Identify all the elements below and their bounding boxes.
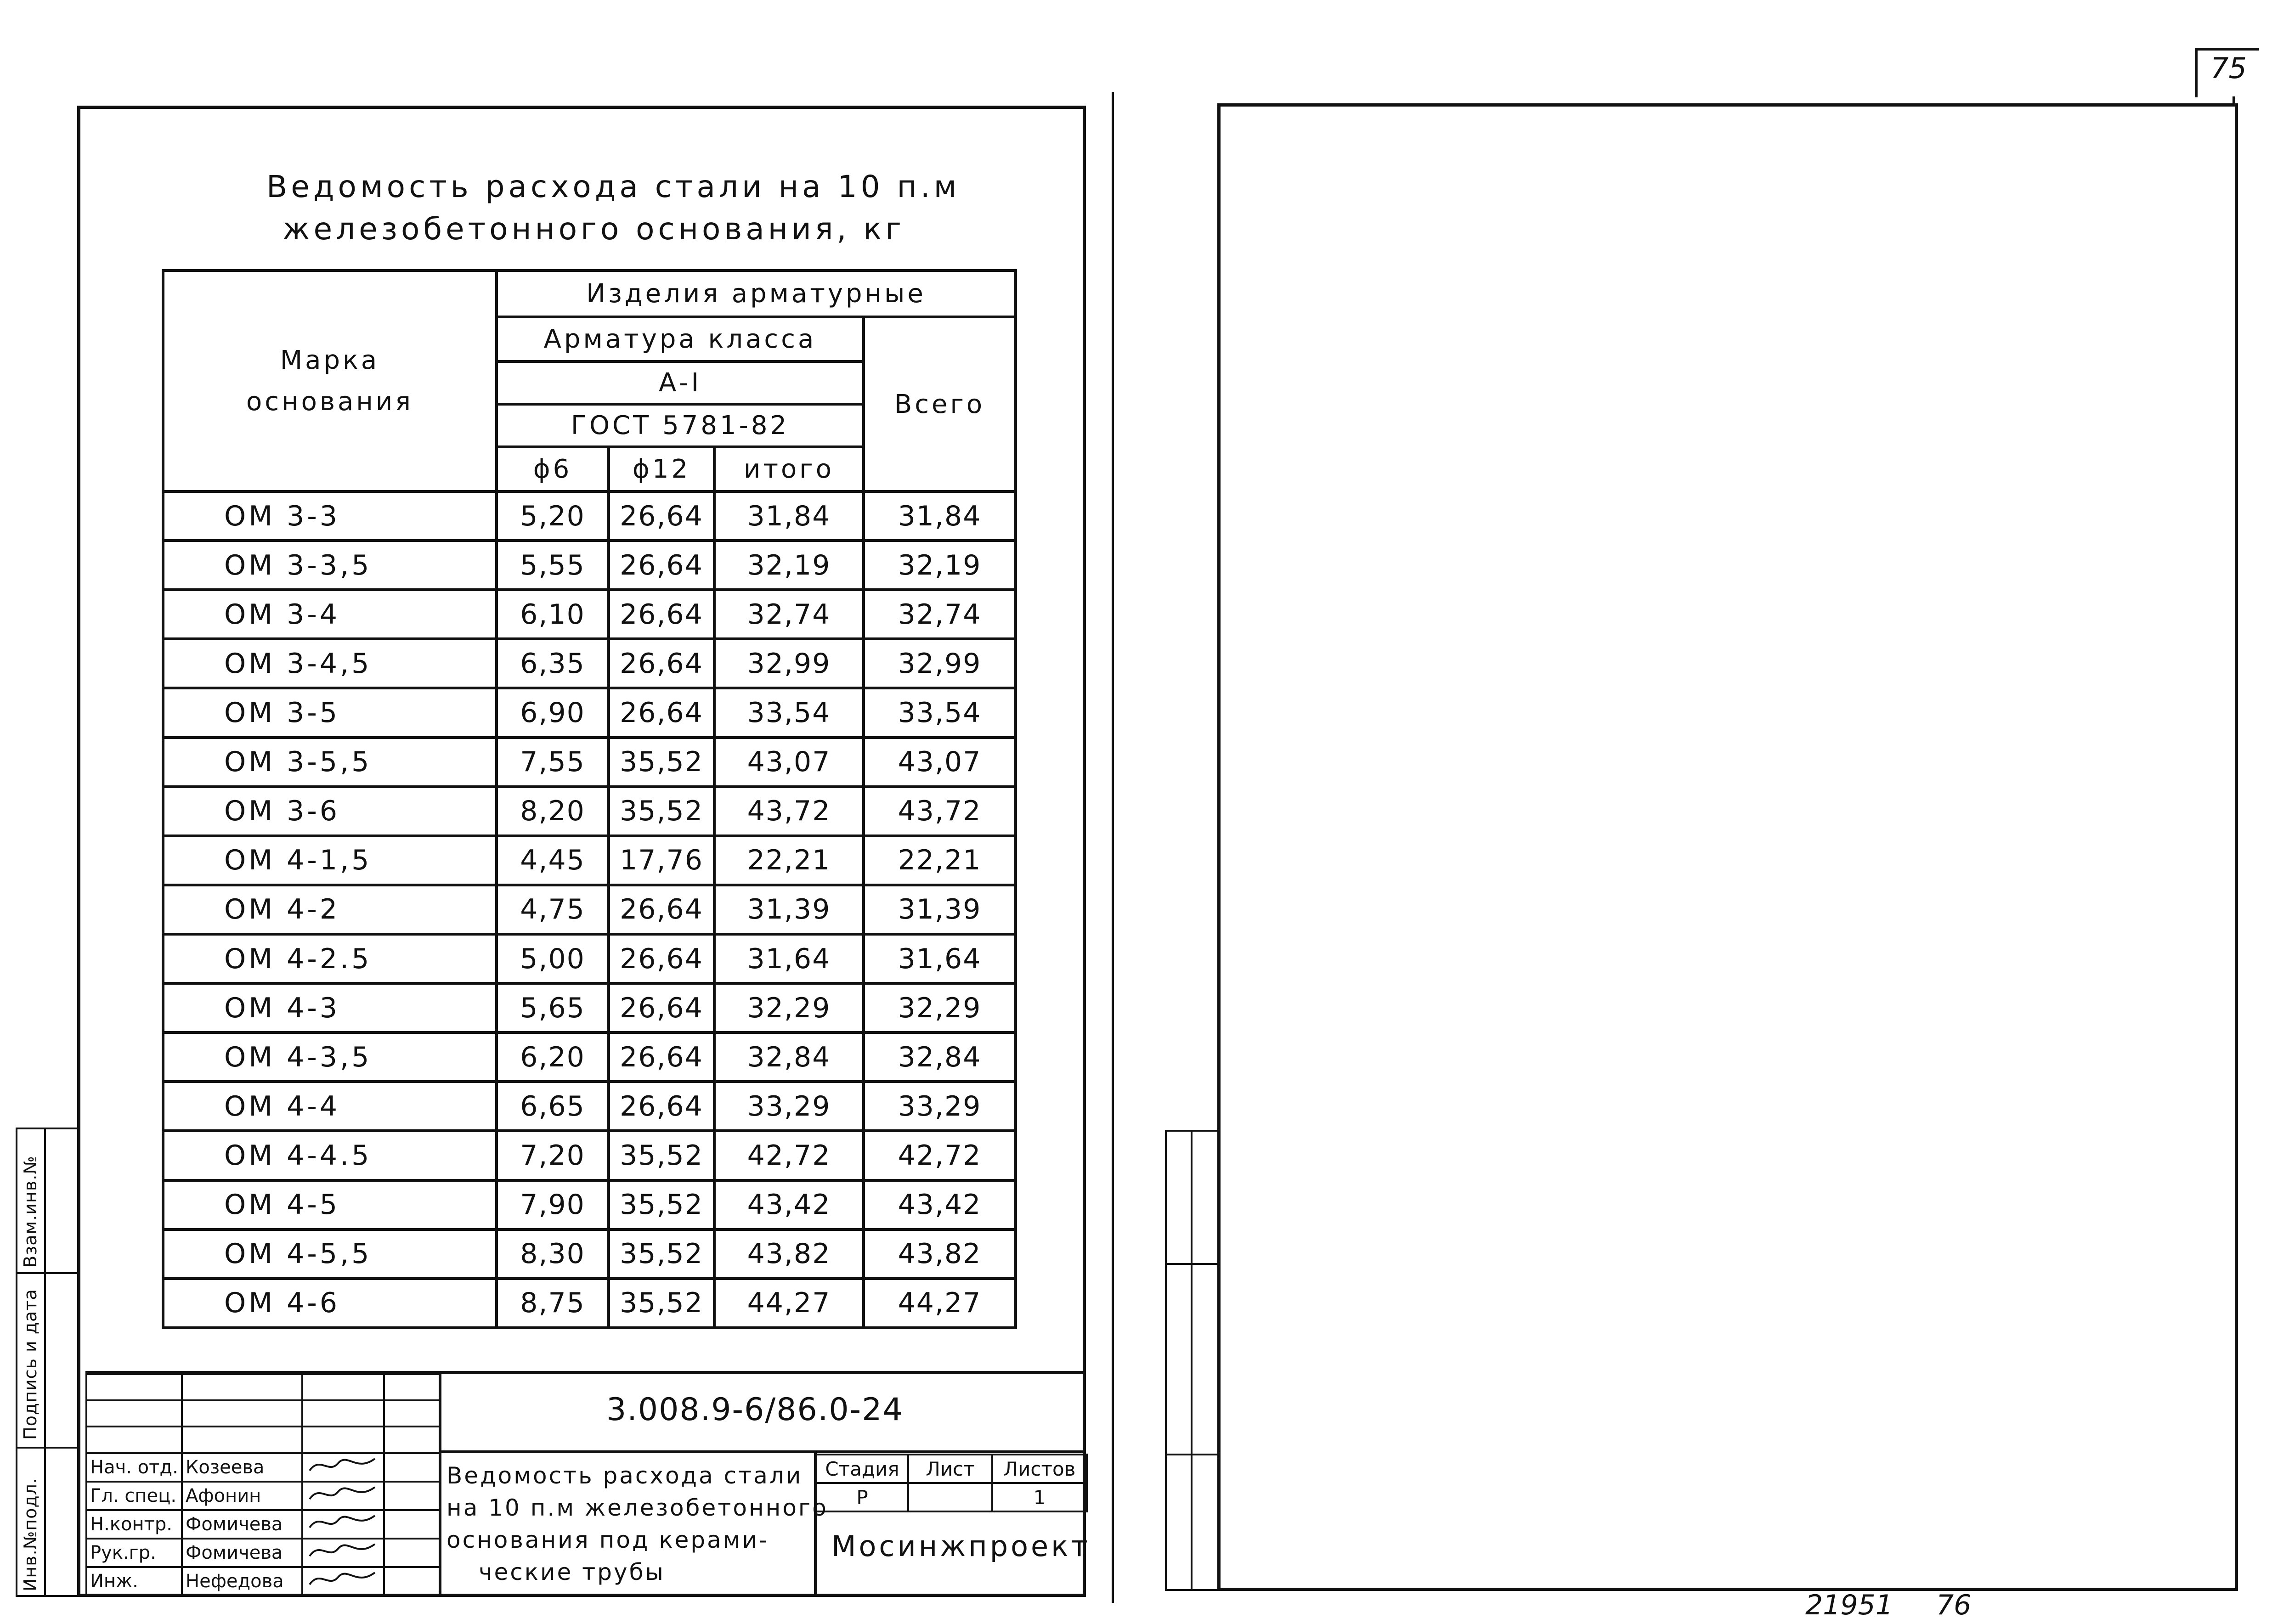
steel-consumption-table [162,269,1017,1329]
table-row [163,836,1016,885]
table-row [163,541,1016,590]
row-d6: 6,90 [497,688,609,737]
description-line3: основания под керами- [446,1527,769,1553]
row-d12: 26,64 [609,688,714,737]
side-stamp-row1 [16,1272,80,1274]
table-row [163,1180,1016,1229]
document-code: 3.008.9-6/86.0-24 [606,1392,904,1428]
row-subtotal: 42,72 [714,1131,864,1180]
row-d12: 26,64 [609,639,714,688]
row-subtotal: 22,21 [714,836,864,885]
col-diameter-12: ϕ12 [609,447,714,491]
row-total: 44,27 [864,1279,1016,1328]
page-number-box-left [2195,48,2198,97]
stamp-sign-date: Подпись и дата [20,1289,40,1440]
row-subtotal: 43,72 [714,787,864,836]
header-class-value: А-I [497,361,864,404]
row-d6: 4,45 [497,836,609,885]
signer-name: Фомичева [182,1539,302,1567]
row-mark: ОМ 4-4.5 [163,1131,497,1180]
side-stamp-divider [44,1128,46,1597]
row-d6: 5,00 [497,934,609,983]
row-d6: 8,75 [497,1279,609,1328]
row-mark: ОМ 3-4,5 [163,639,497,688]
right-side-stamp [1165,1130,1220,1591]
row-subtotal: 43,07 [714,738,864,787]
row-mark: ОМ 4-5 [163,1180,497,1229]
row-d6: 4,75 [497,885,609,934]
row-subtotal: 32,84 [714,1032,864,1082]
signature-icon [306,1454,379,1476]
doc-title-line2: железобетонного основания, кг [283,211,905,247]
signature-cell [302,1539,384,1567]
row-total: 43,72 [864,787,1016,836]
footer-page-number: 76 [1936,1589,1972,1621]
row-d6: 6,35 [497,639,609,688]
row-mark: ОМ 4-2.5 [163,934,497,983]
row-subtotal: 32,74 [714,590,864,639]
row-d6: 7,90 [497,1180,609,1229]
table-row [163,1229,1016,1279]
row-d6: 6,65 [497,1082,609,1131]
table-row [163,787,1016,836]
row-mark: ОМ 4-1,5 [163,836,497,885]
row-d6: 5,65 [497,983,609,1032]
row-d12: 35,52 [609,787,714,836]
row-mark: ОМ 3-6 [163,787,497,836]
signature-cell [302,1482,384,1510]
col-subtotal: итого [714,447,864,491]
title-block-description [446,1460,828,1588]
signer-role: Рук.гр. [86,1539,182,1567]
stamp-vzam-inv: Взам.инв.№ [20,1156,40,1268]
row-mark: ОМ 3-3 [163,491,497,541]
table-row [163,934,1016,983]
row-mark: ОМ 4-5,5 [163,1229,497,1279]
right-frame-top-ext [2232,96,2235,106]
title-block-code-bottom [439,1450,1086,1453]
signer-name: Козеева [182,1453,302,1482]
row-d12: 26,64 [609,934,714,983]
row-total: 32,74 [864,590,1016,639]
row-mark: ОМ 4-4 [163,1082,497,1131]
row-subtotal: 43,82 [714,1229,864,1279]
row-d12: 35,52 [609,738,714,787]
description-line4: ческие трубы [479,1559,665,1585]
date-cell [384,1510,440,1539]
table-row [163,590,1016,639]
row-total: 33,54 [864,688,1016,737]
row-mark: ОМ 4-6 [163,1279,497,1328]
right-sheet-frame [1217,103,2238,1591]
row-d12: 26,64 [609,1082,714,1131]
signer-row [86,1539,440,1567]
stage-value: Р [816,1483,908,1511]
row-d6: 5,20 [497,491,609,541]
table-row [163,983,1016,1032]
row-subtotal: 31,84 [714,491,864,541]
row-d6: 6,10 [497,590,609,639]
row-total: 42,72 [864,1131,1016,1180]
row-subtotal: 44,27 [714,1279,864,1328]
row-mark: ОМ 3-5,5 [163,738,497,787]
right-stamp-row1 [1165,1263,1220,1265]
signer-row [86,1567,440,1596]
row-d12: 35,52 [609,1180,714,1229]
stage-label: Стадия [816,1455,908,1483]
sheets-value: 1 [992,1483,1087,1511]
center-fold-line [1112,92,1114,1603]
doc-title-line1: Ведомость расхода стали на 10 п.м [266,169,961,204]
description-line1: Ведомость расхода стали [446,1462,803,1489]
page-number-box-top [2195,48,2259,51]
page-number: 75 [2210,51,2247,85]
row-total: 31,84 [864,491,1016,541]
signature-cell [302,1567,384,1596]
row-d6: 7,55 [497,738,609,787]
signature-icon [306,1483,379,1505]
row-d6: 8,20 [497,787,609,836]
table-row [163,1131,1016,1180]
row-subtotal: 32,19 [714,541,864,590]
signer-role: Нач. отд. [86,1453,182,1482]
row-total: 31,39 [864,885,1016,934]
description-line2: на 10 п.м железобетонного [446,1494,828,1521]
table-row [163,1032,1016,1082]
row-subtotal: 33,54 [714,688,864,737]
row-total: 43,82 [864,1229,1016,1279]
date-cell [384,1482,440,1510]
title-block-revisions [85,1373,441,1454]
header-gost: ГОСТ 5781-82 [497,404,864,447]
footer-archive-number: 21951 [1805,1589,1893,1621]
row-subtotal: 31,64 [714,934,864,983]
organization-name: Мосинжпроект [831,1529,1091,1563]
header-total: Всего [864,317,1016,491]
signer-row [86,1453,440,1482]
row-subtotal: 31,39 [714,885,864,934]
table-row [163,639,1016,688]
signature-cell [302,1510,384,1539]
title-block-stage-table [815,1454,1088,1512]
signer-name: Афонин [182,1482,302,1510]
row-d12: 35,52 [609,1279,714,1328]
row-d12: 35,52 [609,1229,714,1279]
title-block-signers [85,1452,441,1596]
row-mark: ОМ 3-4 [163,590,497,639]
row-d12: 26,64 [609,541,714,590]
row-mark: ОМ 4-3 [163,983,497,1032]
signer-name: Фомичева [182,1510,302,1539]
date-cell [384,1453,440,1482]
signer-row [86,1510,440,1539]
row-d12: 26,64 [609,983,714,1032]
row-d12: 35,52 [609,1131,714,1180]
signer-row [86,1482,440,1510]
table-row [163,1082,1016,1131]
signer-name: Нефедова [182,1567,302,1596]
table-row [163,885,1016,934]
table-row [163,688,1016,737]
row-mark: ОМ 4-3,5 [163,1032,497,1082]
table-row [163,491,1016,541]
row-d6: 7,20 [497,1131,609,1180]
right-stamp-row2 [1165,1454,1220,1455]
row-subtotal: 33,29 [714,1082,864,1131]
sheet-label: Лист [908,1455,992,1483]
row-d6: 6,20 [497,1032,609,1082]
header-class: Арматура класса [497,317,864,361]
signature-icon [306,1568,379,1590]
row-total: 32,99 [864,639,1016,688]
row-d12: 26,64 [609,491,714,541]
col-diameter-6: ϕ6 [497,447,609,491]
row-total: 32,29 [864,983,1016,1032]
row-total: 43,07 [864,738,1016,787]
row-d6: 8,30 [497,1229,609,1279]
row-subtotal: 32,99 [714,639,864,688]
side-stamp-row2 [16,1447,80,1449]
signature-cell [302,1453,384,1482]
date-cell [384,1539,440,1567]
row-mark: ОМ 3-3,5 [163,541,497,590]
signature-icon [306,1511,379,1533]
right-stamp-divider [1191,1130,1193,1591]
row-total: 22,21 [864,836,1016,885]
row-d12: 17,76 [609,836,714,885]
header-mark: Марка основания [163,271,497,491]
sheet-value [908,1483,992,1511]
signer-role: Инж. [86,1567,182,1596]
sheets-label: Листов [992,1455,1087,1483]
row-total: 32,19 [864,541,1016,590]
row-subtotal: 32,29 [714,983,864,1032]
signer-role: Гл. спец. [86,1482,182,1510]
row-total: 33,29 [864,1082,1016,1131]
row-total: 43,42 [864,1180,1016,1229]
row-d12: 26,64 [609,590,714,639]
stamp-inv-podl: Инв.№подл. [20,1477,40,1591]
signature-icon [306,1539,379,1562]
header-products: Изделия арматурные [497,271,1016,317]
table-row [163,1279,1016,1328]
row-mark: ОМ 4-2 [163,885,497,934]
row-d12: 26,64 [609,1032,714,1082]
row-mark: ОМ 3-5 [163,688,497,737]
row-total: 31,64 [864,934,1016,983]
row-d6: 5,55 [497,541,609,590]
table-row [163,738,1016,787]
row-subtotal: 43,42 [714,1180,864,1229]
row-total: 32,84 [864,1032,1016,1082]
row-d12: 26,64 [609,885,714,934]
date-cell [384,1567,440,1596]
signer-role: Н.контр. [86,1510,182,1539]
